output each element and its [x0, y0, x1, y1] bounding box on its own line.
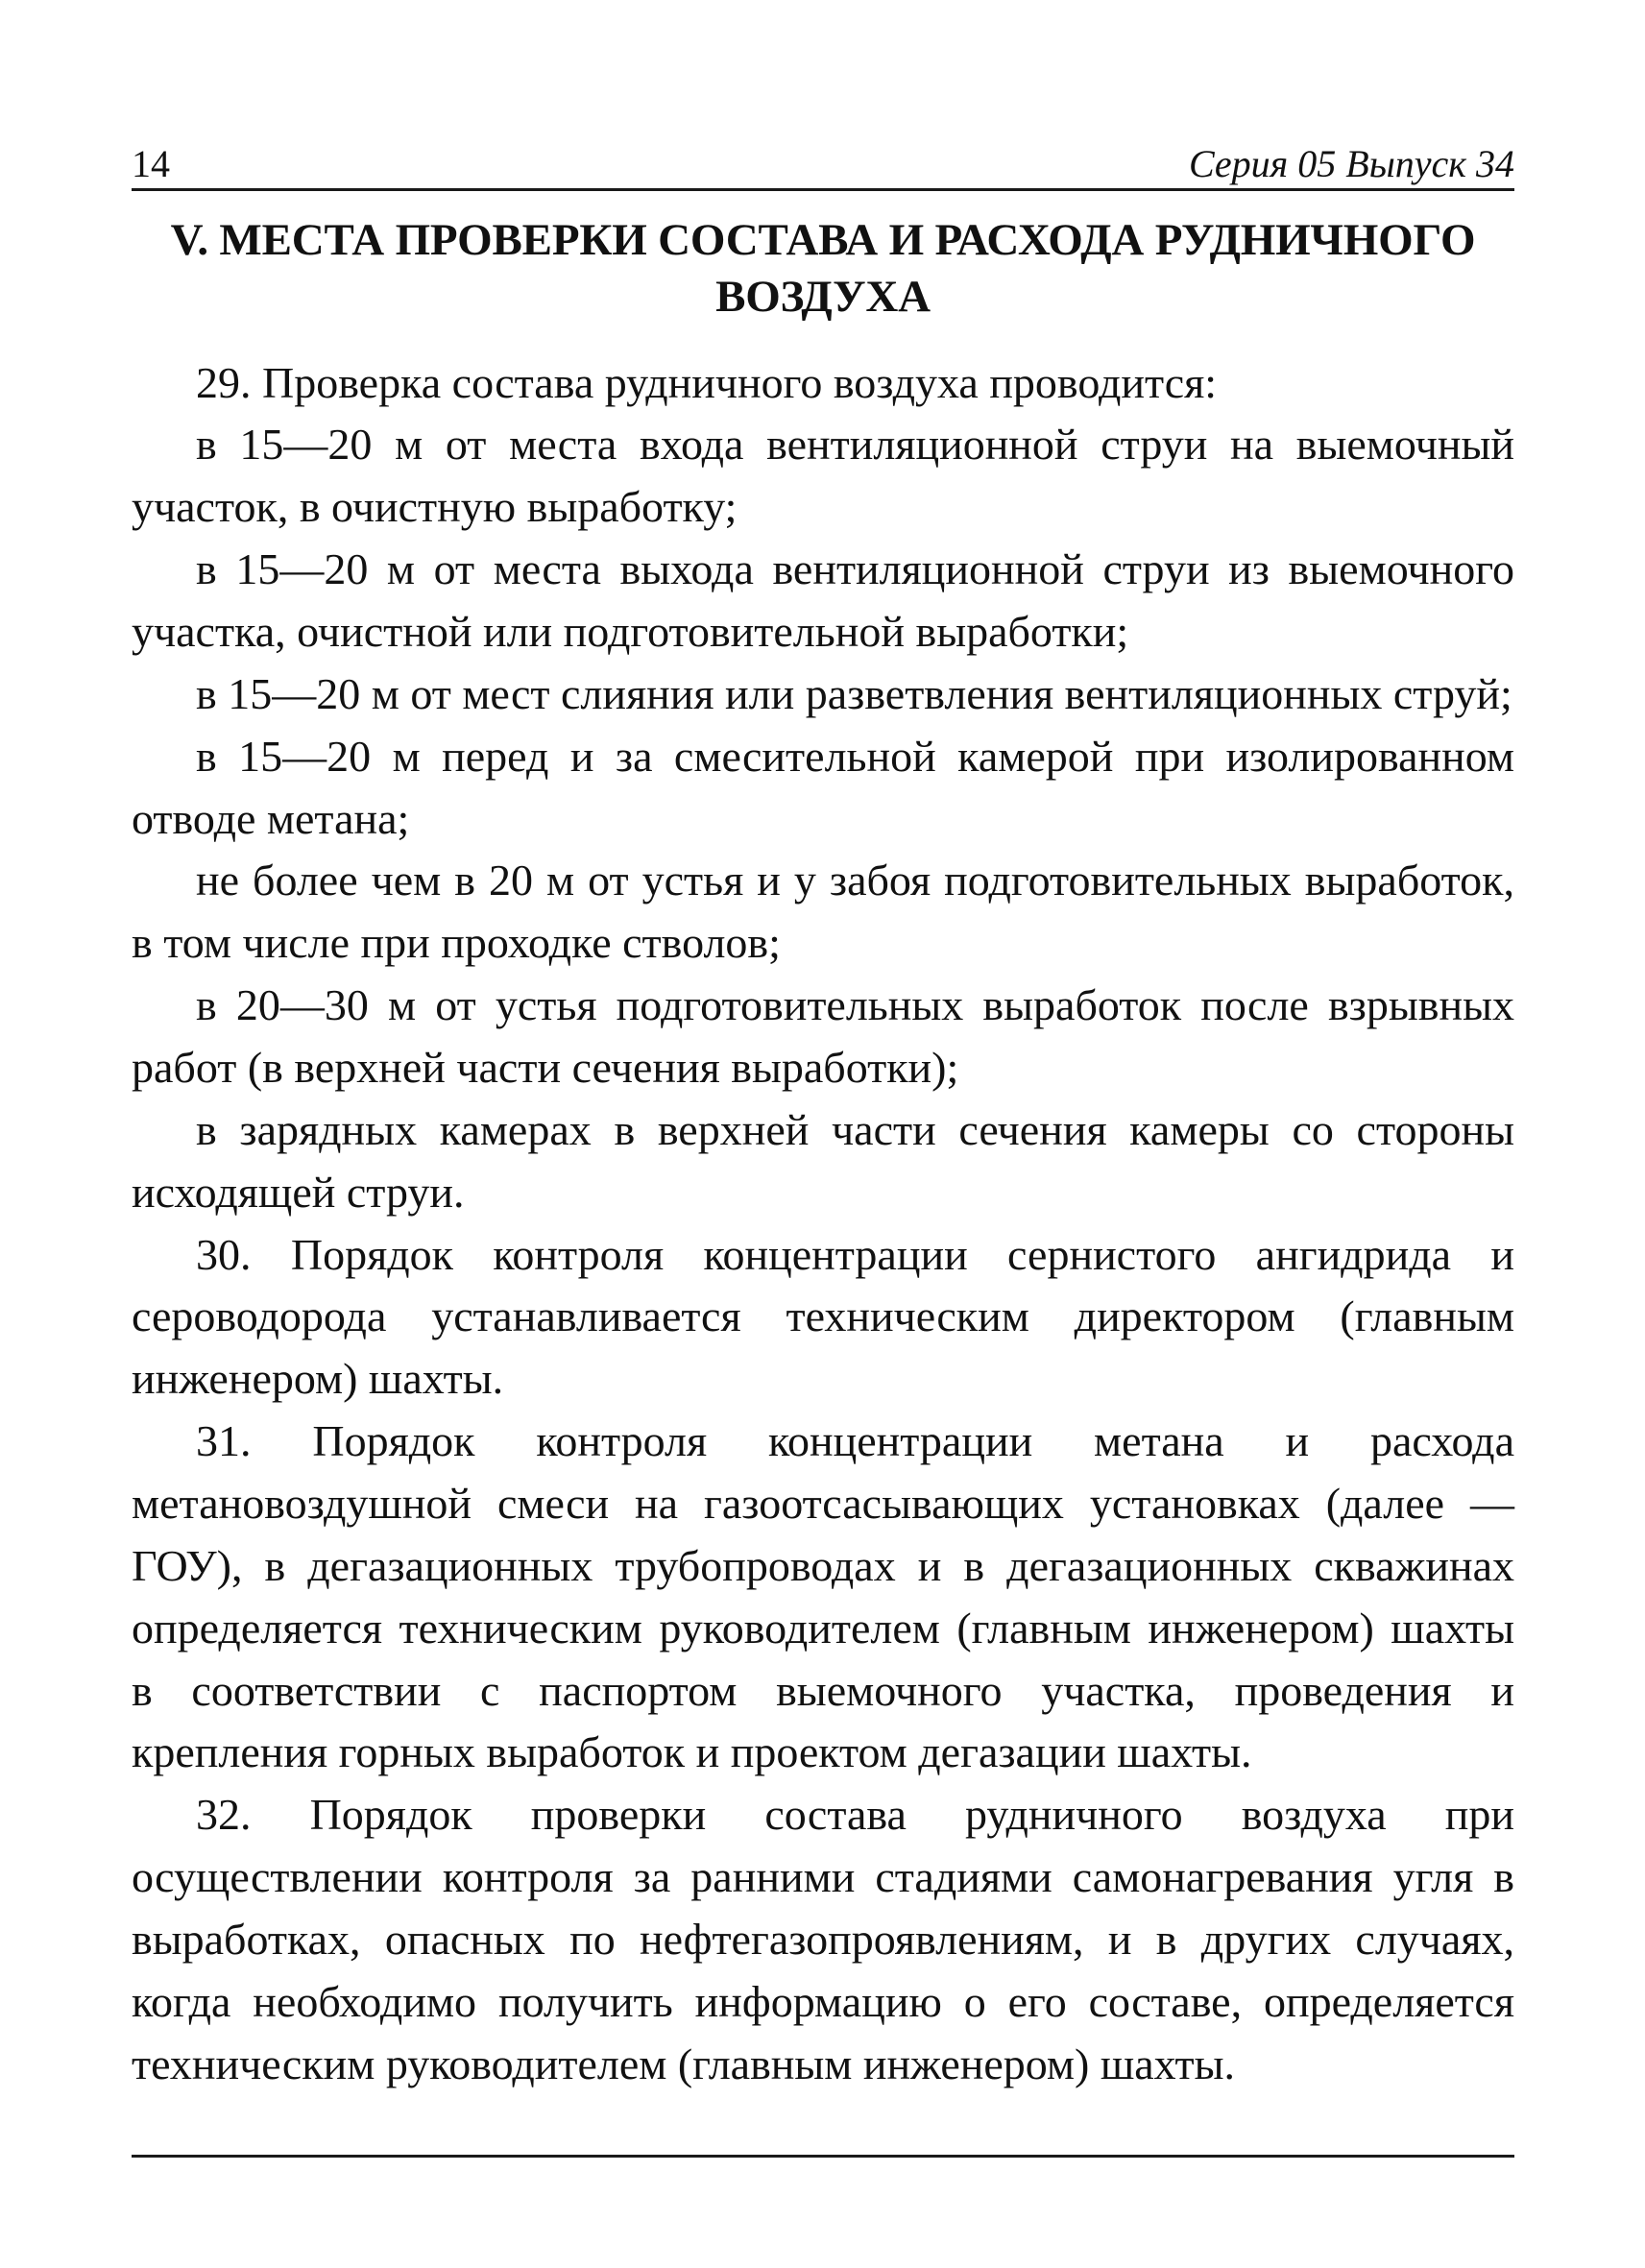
paragraph-29-item: в 15—20 м от места выхода вентиляционной струи из выемочного участка, очистной или подготовительной выработки;	[132, 544, 1514, 656]
series-label: Серия 05 Выпуск 34	[1188, 142, 1514, 185]
body-text	[132, 352, 1514, 2096]
paragraph-30: 30. Порядок контроля концентрации сернистого ангидрида и сероводорода устанавливается техническим директором (главным инженером) шахты.	[132, 1229, 1514, 1404]
paragraph-29-item: не более чем в 20 м от устья и у забоя подготовительных выработок, в том числе при проходке стволов;	[132, 856, 1514, 968]
paragraph-32: 32. Порядок проверки состава рудничного воздуха при осуществлении контроля за ранними стадиями самонагревания угля в выработках, опасных по нефтегазопроявлениям, и в других случаях, когда необходимо получить информацию о его составе, определяется техническим руководителем (главным инженером) шахты.	[132, 1790, 1514, 2088]
page-number: 14	[132, 142, 170, 185]
paragraph-29-item: в зарядных камерах в верхней части сечения камеры со стороны исходящей струи.	[132, 1104, 1514, 1217]
running-header	[132, 144, 1514, 191]
section-title: V. МЕСТА ПРОВЕРКИ СОСТАВА И РАСХОДА РУДНИЧНОГО ВОЗДУХА	[170, 215, 1476, 322]
footer-rule	[132, 2155, 1514, 2158]
paragraph-29-item: в 20—30 м от устья подготовительных выработок после взрывных работ (в верхней части сечения выработки);	[132, 980, 1514, 1092]
paragraph-29-item: в 15—20 м от мест слияния или разветвления вентиляционных струй;	[196, 668, 1512, 718]
paragraph-29-intro: 29. Проверка состава рудничного воздуха проводится:	[196, 357, 1218, 407]
document-page	[132, 144, 1514, 2096]
paragraph-29-item: в 15—20 м от места входа вентиляционной струи на выемочный участок, в очистную выработку;	[132, 420, 1514, 532]
paragraph-29-item: в 15—20 м перед и за смесительной камерой при изолированном отводе метана;	[132, 731, 1514, 843]
paragraph-31: 31. Порядок контроля концентрации метана и расхода метановоздушной смеси на газоотсасывающих установках (далее — ГОУ), в дегазационных трубопроводах и в дегазационных скважинах определяется техническим руководителем (главным инженером) шахты в соответствии с паспортом выемочного участка, проведения и крепления горных выработок и проектом дегазации шахты.	[132, 1416, 1514, 1777]
